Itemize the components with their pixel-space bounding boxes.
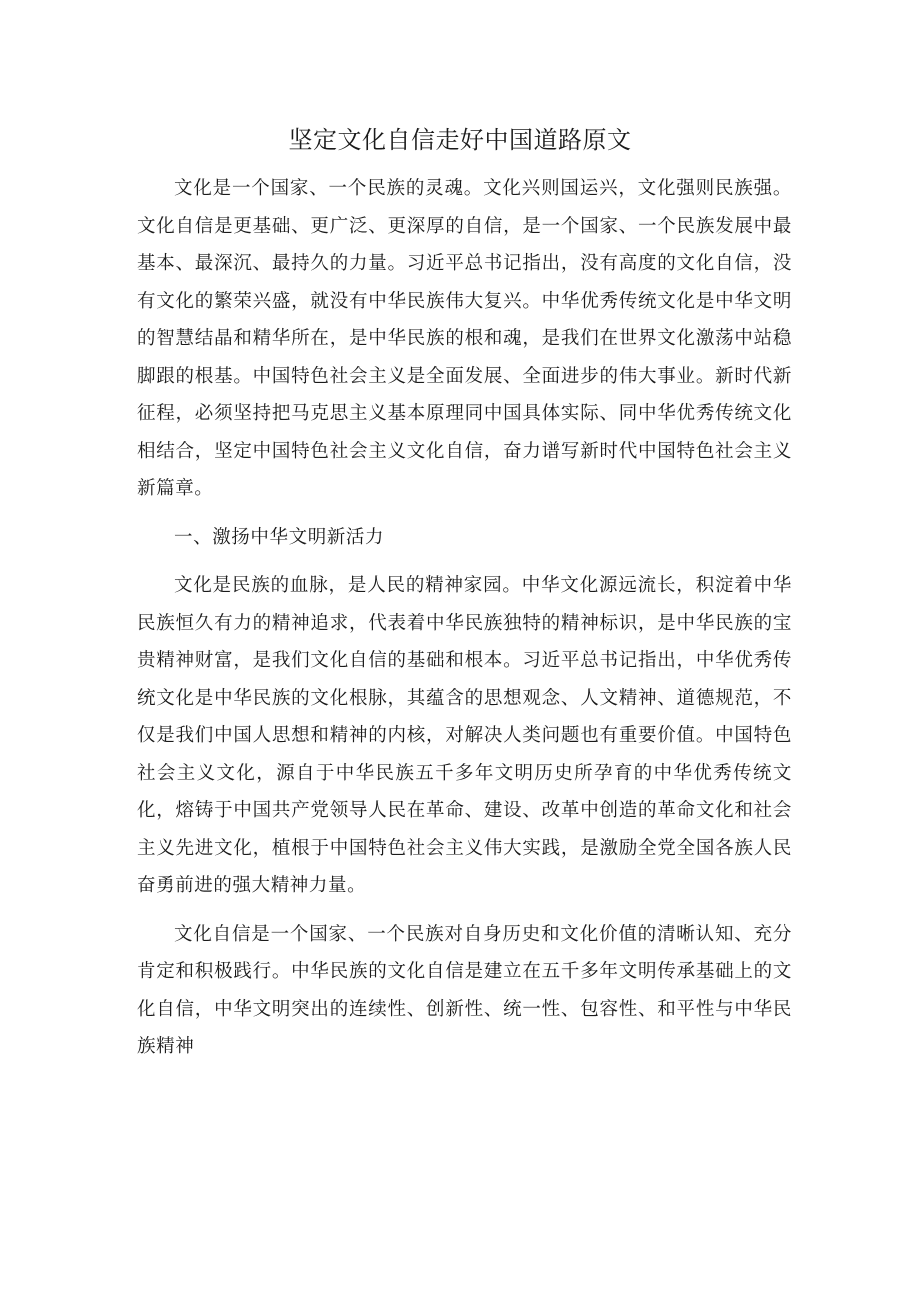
section-heading-1: 一、激扬中华文明新活力 — [174, 526, 385, 548]
paragraph-intro: 文化是一个国家、一个民族的灵魂。文化兴则国运兴，文化强则民族强。文化自信是更基础、更广泛、更深厚的自信，是一个国家、一个民族发展中最基本、最深沉、最持久的力量。习近平总书记指出，没有高度的文化自信，没有文化的繁荣兴盛，就没有中华民族伟大复兴。中华优秀传统文化是中华文明的智慧结晶和精华所在，是中华民族的根和魂，是我们在世界文化激荡中站稳脚跟的根基。中国特色社会主义是全面发展、全面进步的伟大事业。新时代新征程，必须坚持把马克思主义基本原理同中国具体实际、同中华优秀传统文化相结合，坚定中国特色社会主义文化自信，奋力谱写新时代中国特色社会主义新篇章。 — [137, 178, 792, 499]
paragraph-cultural-confidence: 文化自信是一个国家、一个民族对自身历史和文化价值的清晰认知、充分肯定和积极践行。中华民族的文化自信是建立在五千多年文明传承基础上的文化自信，中华文明突出的连续性、创新性、统一性、包容性、和平性与中华民族精神 — [137, 923, 792, 1057]
paragraph-culture-bloodline: 文化是民族的血脉，是人民的精神家园。中华文化源远流长，积淀着中华民族恒久有力的精神追求，代表着中华民族独特的精神标识，是中华民族的宝贵精神财富，是我们文化自信的基础和根本。习近平总书记指出，中华优秀传统文化是中华民族的文化根脉，其蕴含的思想观念、人文精神、道德规范，不仅是我们中国人思想和精神的内核，对解决人类问题也有重要价值。中国特色社会主义文化，源自于中华民族五千多年文明历史所孕育的中华优秀传统文化，熔铸于中国共产党领导人民在革命、建设、改革中创造的革命文化和社会主义先进文化，植根于中国特色社会主义伟大实践，是激励全党全国各族人民奋勇前进的强大精神力量。 — [137, 575, 792, 896]
document-body — [137, 170, 792, 1066]
document-title: 坚定文化自信走好中国道路原文 — [288, 126, 632, 154]
